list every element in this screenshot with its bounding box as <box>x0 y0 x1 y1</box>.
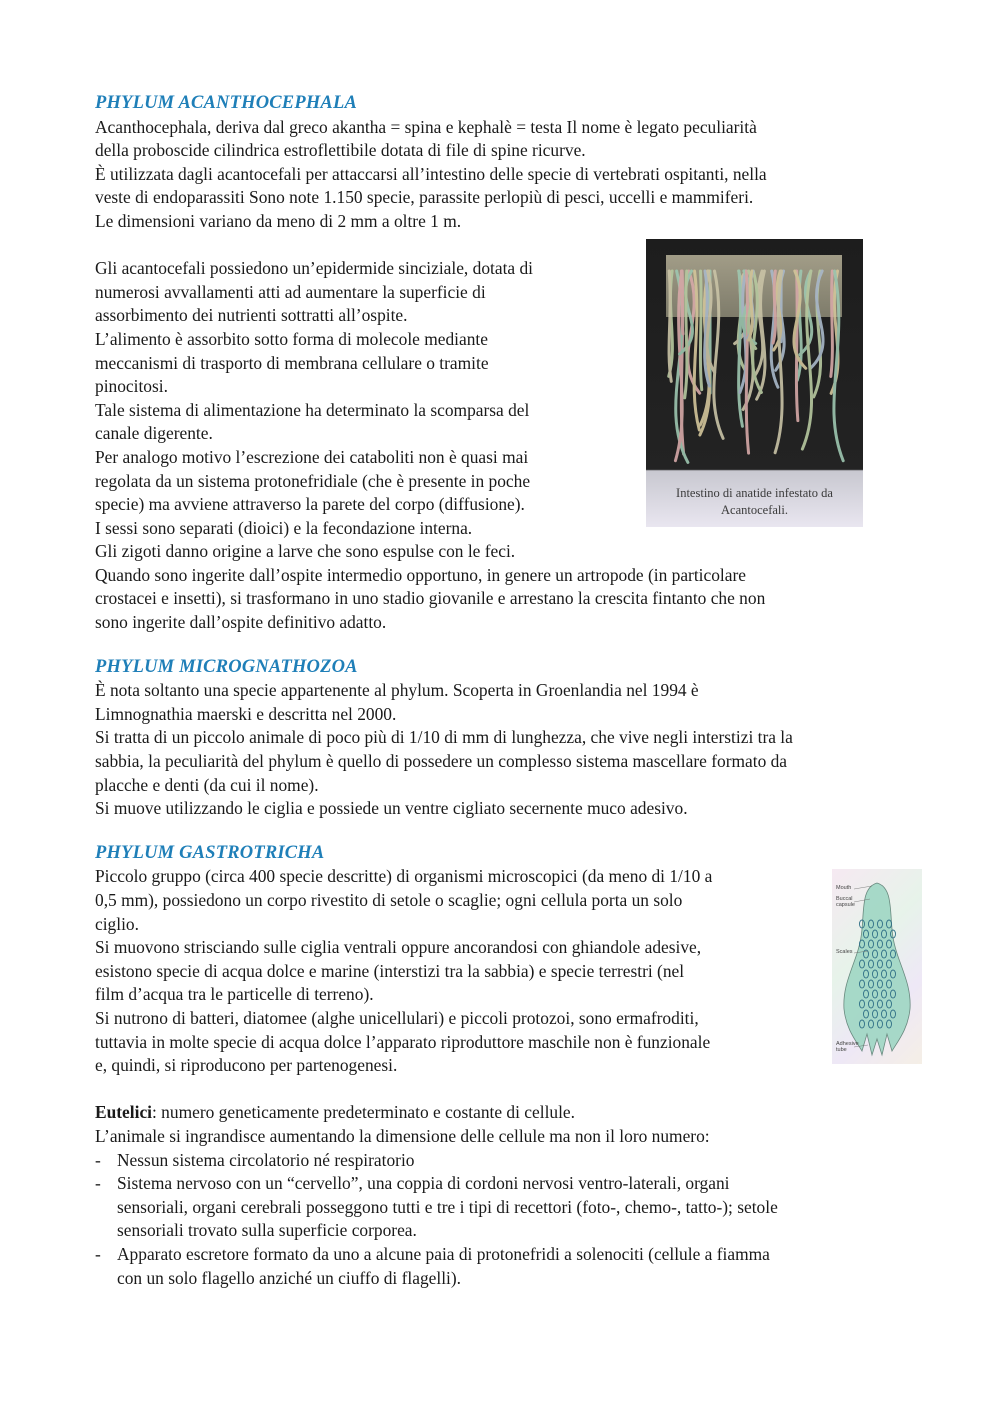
text-line: I sessi sono separati (dioici) e la fecondazione interna. <box>95 517 473 538</box>
text-line: assorbimento dei nutrienti sottratti all’ospite. <box>95 305 408 326</box>
text-line: sensoriali, organi cerebrali posseggono tutti e tre i tipi di recettori (foto-, chemo-, tatto-); setole <box>117 1196 778 1217</box>
text-line: canale digerente. <box>95 423 213 444</box>
list-item <box>95 1243 915 1290</box>
worm-shape <box>669 271 671 381</box>
worm-shape <box>796 271 797 421</box>
text-line: regolata da un sistema protonefridiale (che è presente in poche <box>95 470 531 491</box>
label-adhesive-tube: Adhesive tube <box>836 1041 859 1053</box>
text-line: È nota soltanto una specie appartenente al phylum. Scoperta in Groenlandia nel 1994 è <box>95 680 699 701</box>
text-line: Piccolo gruppo (circa 400 specie descritte) di organismi microscopici (da meno di 1/10 a <box>95 866 713 887</box>
heading-acanthocephala: PHYLUM ACANTHOCEPHALA <box>95 93 358 113</box>
eutelici-section <box>95 1101 915 1290</box>
caption-line: Acantocefali. <box>721 503 788 517</box>
text-line: sensoriali trovato sulla superficie corporea. <box>117 1220 417 1241</box>
text-line: Apparato escretore formato da uno a alcune paia di protonefridi a solenociti (cellule a fiamma <box>117 1243 770 1264</box>
micro-body <box>95 679 915 821</box>
text-line: placche e denti (da cui il nome). <box>95 774 319 795</box>
worm-shape <box>682 271 683 334</box>
eutelici-term: Eutelici <box>95 1102 152 1123</box>
text-line: sabbia, la peculiarità del phylum è quello di possedere un complesso sistema mascellare formato da <box>95 751 788 772</box>
intestine-photo <box>660 251 849 469</box>
text-line: esistono specie di acqua dolce e marine (interstizi tra la sabbia) e specie terrestri (nel <box>95 960 685 981</box>
acanthocephala-figure <box>646 239 863 527</box>
text-line: con un solo flagello anziché un ciuffo di flagelli). <box>117 1267 461 1288</box>
list-item <box>95 1149 915 1173</box>
text-line: Si nutrono di batteri, diatomee (alghe unicellulari) e piccoli protozoi, sono ermafroditi, <box>95 1007 699 1028</box>
worm-shape <box>700 271 701 390</box>
text-line: L’animale si ingrandisce aumentando la dimensione delle cellule ma non il loro numero: <box>95 1125 710 1146</box>
text-line: Gli zigoti danno origine a larve che sono espulse con le feci. <box>95 541 516 562</box>
eutelici-definition-text: : numero geneticamente predeterminato e costante di cellule. <box>152 1102 575 1123</box>
text-line: Acanthocephala, deriva dal greco akantha = spina e kephalè = testa Il nome è legato peculiarità <box>95 116 757 137</box>
text-line: numerosi avvallamenti atti ad aumentare la superficie di <box>95 281 486 302</box>
text-line: ciglio. <box>95 913 139 934</box>
text-line: crostacei e insetti), si trasformano in uno stadio giovanile e arrestano la crescita fintanto che non <box>95 588 766 609</box>
list-dash: - <box>95 1149 101 1170</box>
text-line: L’alimento è assorbito sotto forma di molecole mediante <box>95 328 488 349</box>
worm-shape <box>831 271 833 376</box>
text-line: meccanismi di trasporto di membrana cellulare o tramite <box>95 352 489 373</box>
text-line: Si muovono strisciando sulle ciglia ventrali oppure ancorandosi con ghiandole adesive, <box>95 937 702 958</box>
list-dash: - <box>95 1243 101 1264</box>
text-line: pinocitosi. <box>95 376 168 397</box>
text-line: tuttavia in molte specie di acqua dolce l’apparato riproduttore maschile non è funzionale <box>95 1031 711 1052</box>
heading-micrognathozoa: PHYLUM MICROGNATHOZOA <box>95 656 358 677</box>
heading-gastrotricha: PHYLUM GASTROTRICHA <box>95 842 325 863</box>
text-line: Limnognathia maerski e descritta nel 2000. <box>95 703 397 724</box>
acantho-intro <box>95 116 915 234</box>
figure-caption <box>646 485 863 519</box>
text-line: sono ingerite dall’ospite definitivo adatto. <box>95 612 387 633</box>
caption-line: Intestino di anatide infestato da <box>676 486 833 500</box>
gastro-body <box>95 865 915 1077</box>
text-line: Le dimensioni variano da meno di 2 mm a oltre 1 m. <box>95 210 462 231</box>
label-buccal-capsule: Buccal capsule <box>836 896 855 908</box>
text-line: Tale sistema di alimentazione ha determinato la scomparsa del <box>95 399 530 420</box>
worm-shape <box>685 271 687 398</box>
text-line: Si tratta di un piccolo animale di poco più di 1/10 di mm di lunghezza, che vive negli interstizi tra la <box>95 727 793 748</box>
text-line: Si muove utilizzando le ciglia e possiede un ventre cigliato secernente muco adesivo. <box>95 798 688 819</box>
list-dash: - <box>95 1173 101 1194</box>
acantho-body <box>95 257 615 564</box>
text-line: Gli acantocefali possiedono un’epidermide sinciziale, dotata di <box>95 258 533 279</box>
label-scales: Scales <box>836 949 853 955</box>
text-line: film d’acqua tra le particelle di terreno). <box>95 984 374 1005</box>
label-mouth: Mouth <box>836 885 852 891</box>
text-line: della proboscide cilindrica estroflettibile dotata di file di spine ricurve. <box>95 140 586 161</box>
gastrotrich-figure <box>832 869 922 1064</box>
text-line: veste di endoparassiti Sono note 1.150 specie, parassite perlopiù di pesci, uccelli e mammiferi. <box>95 187 754 208</box>
list-item <box>95 1172 915 1243</box>
text-line: 0,5 mm), possiedono un corpo rivestito di setole o scaglie; ogni cellula porta un solo <box>95 890 683 910</box>
text-line: e, quindi, si riproducono per partenogenesi. <box>95 1055 398 1076</box>
eutelici-definition <box>95 1101 915 1125</box>
text-line: Nessun sistema circolatorio né respiratorio <box>117 1149 415 1170</box>
text-line: È utilizzata dagli acantocefali per attaccarsi all’intestino delle specie di vertebrati ospitanti, nella <box>95 163 767 184</box>
worm-shape <box>746 271 748 453</box>
text-line: Quando sono ingerite dall’ospite intermedio opportuno, in genere un artropode (in particolare <box>95 564 746 585</box>
text-line: Sistema nervoso con un “cervello”, una coppia di cordoni nervosi ventro-laterali, organi <box>117 1173 730 1194</box>
acantho-closing <box>95 564 915 635</box>
text-line: Per analogo motivo l’escrezione dei cataboliti non è quasi mai <box>95 446 529 467</box>
text-line: specie) ma avviene attraverso la parete del corpo (diffusione). <box>95 494 525 515</box>
